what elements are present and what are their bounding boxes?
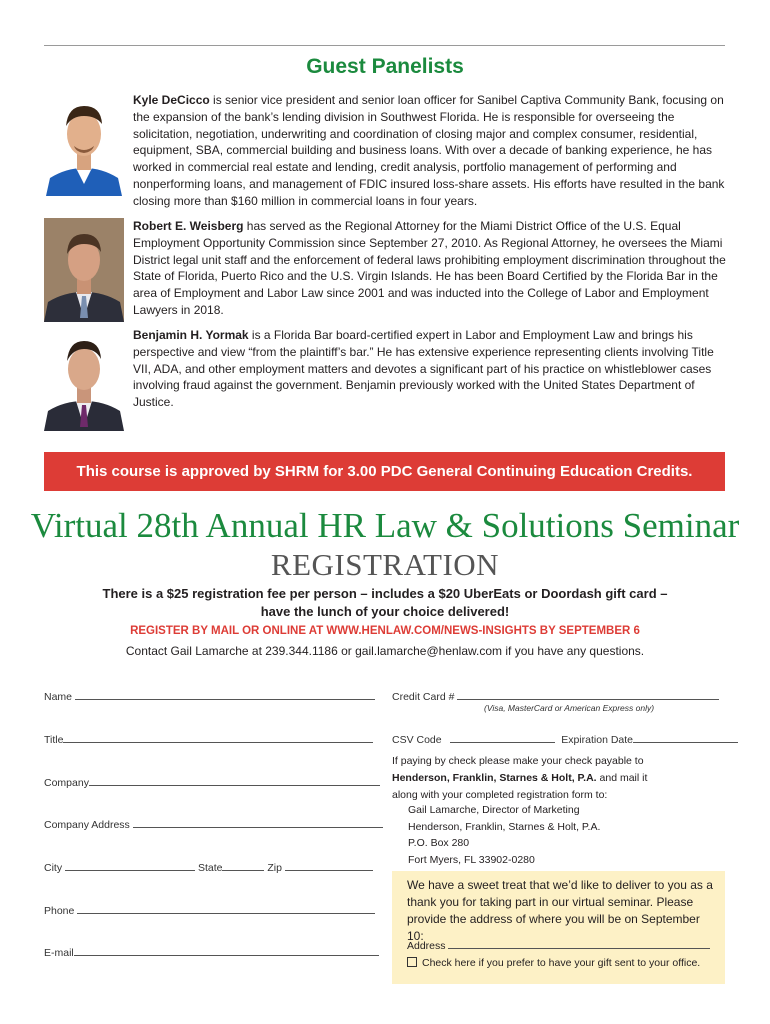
gift-box [392, 871, 725, 984]
company-address-label: Company Address [44, 819, 130, 831]
fee-notice [60, 585, 710, 621]
phone-input[interactable] [77, 904, 375, 914]
name-label: Name [44, 691, 73, 703]
expiration-label: Expiration Date [561, 734, 634, 746]
shrm-banner: This course is approved by SHRM for 3.00 PDC General Continuing Education Credits. [44, 452, 725, 491]
panelist-text: has served as the Regional Attorney for the Miami District Office of the U.S. Equal Employment Opportunity Commission since September 27, 2010. As Regional Attorney, he oversees the Miami District legal unit staff and the enforcement of federal laws prohibiting employment discrimination throughout the State of Florida, Puerto Rico and the U.S. Virgin Islands. He has been Board Certified by the Florida Bar in the area of Employment and Labor Law since 2001 and was inducted into the College of Labor and Employment Lawyers in 2018. [133, 219, 726, 317]
mailing-address [408, 802, 708, 868]
fee-line-1: There is a $25 registration fee per person – includes a $20 UberEats or Doordash gift card – [102, 586, 668, 601]
panelist-name: Robert E. Weisberg [133, 219, 244, 233]
title-label: Title [44, 734, 64, 746]
pay-line-3: along with your completed registration form to: [392, 789, 608, 801]
company-field[interactable] [44, 776, 380, 789]
registration-heading: REGISTRATION [270, 547, 500, 582]
address-line: Gail Lamarche, Director of Marketing [408, 804, 580, 816]
zip-label: Zip [267, 862, 282, 874]
company-label: Company [44, 777, 89, 789]
pay-line-2 [392, 770, 722, 787]
state-input[interactable] [222, 861, 264, 871]
fee-line-2: have the lunch of your choice delivered! [260, 604, 510, 619]
city-input[interactable] [65, 861, 195, 871]
office-delivery-label: Check here if you prefer to have your gift sent to your office. [422, 957, 701, 969]
csv-label: CSV Code [392, 734, 442, 746]
phone-field[interactable] [44, 904, 375, 917]
csv-expiration-field[interactable] [392, 733, 738, 746]
panelist-photo [44, 218, 124, 322]
address-line: Fort Myers, FL 33902-0280 [408, 853, 535, 866]
phone-label: Phone [44, 905, 75, 917]
company-address-field[interactable] [44, 818, 383, 831]
contact-line: Contact Gail Lamarche at 239.344.1186 or gail.lamarche@henlaw.com if you have any questions. [125, 644, 645, 658]
office-delivery-checkbox[interactable] [407, 957, 417, 967]
panelist-bio [133, 327, 727, 411]
panelist-photo [44, 92, 124, 196]
panelist-bio [133, 92, 727, 210]
office-delivery-option[interactable] [407, 957, 700, 969]
csv-input[interactable] [450, 733, 555, 743]
address-line: Henderson, Franklin, Starnes & Holt, P.A. [408, 820, 601, 833]
email-input[interactable] [74, 946, 379, 956]
credit-card-input[interactable] [457, 690, 719, 700]
gift-address-field[interactable] [407, 939, 710, 952]
name-field[interactable] [44, 690, 375, 703]
panelist-text: is a Florida Bar board-certified expert in Labor and Employment Law and brings his perspective and view “from the plaintiff’s bar.” He has extensive experience representing clients involving Title VII, ADA, and other employment matters and devotes a significant part of his practice on whistleblower cases involving fraud against the government. Benjamin previously worked with the United States Department of Justice. [133, 328, 714, 410]
panelist-photo [44, 327, 124, 431]
top-divider [44, 45, 725, 46]
email-field[interactable] [44, 946, 379, 959]
city-state-zip-field[interactable] [44, 861, 373, 874]
company-address-input[interactable] [133, 818, 383, 828]
credit-card-field[interactable] [392, 690, 719, 703]
gift-address-label: Address [407, 940, 446, 952]
address-line: P.O. Box 280 [408, 837, 470, 849]
panelist-bio [133, 218, 727, 319]
panelist-name: Benjamin H. Yormak [133, 328, 249, 342]
pay-line-1: If paying by check please make your check payable to [392, 755, 644, 767]
gift-address-input[interactable] [448, 939, 710, 949]
seminar-title: Virtual 28th Annual HR Law & Solutions Seminar [30, 506, 740, 545]
pay-line-2-suffix: and mail it [596, 772, 648, 784]
email-label: E-mail [44, 947, 74, 959]
panelist-text: is senior vice president and senior loan officer for Sanibel Captiva Community Bank, focusing on the expansion of the bank’s lending division in Southwest Florida. He is responsible for overseeing the solicitation, negotiation, underwriting and coordination of closing major and complex consumer, residential, equipment, SBA, commercial building and business loans. With over a decade of banking experience, he has worked in commercial real estate and lending, credit analysis, portfolio management of performing and nonperforming loans, and management of FDIC insured loss-share assets. His efforts have resulted in the bank closing more than $160 million in commercial loans in four years. [133, 93, 725, 208]
zip-input[interactable] [285, 861, 373, 871]
gift-text: We have a sweet treat that we’d like to deliver to you as a thank you for taking part in our virtual seminar. Please provide the address of where you will be on September 10: [407, 878, 713, 943]
credit-card-label: Credit Card # [392, 691, 455, 703]
state-label: State [197, 862, 223, 874]
name-input[interactable] [75, 690, 375, 700]
register-link[interactable]: REGISTER BY MAIL OR ONLINE AT WWW.HENLAW.COM/NEWS-INSIGHTS BY SEPTEMBER 6 [130, 625, 640, 637]
expiration-input[interactable] [633, 733, 738, 743]
title-input[interactable] [63, 733, 373, 743]
check-payment-instructions [392, 753, 722, 804]
payee-name: Henderson, Franklin, Starnes & Holt, P.A. [392, 772, 597, 784]
card-note: (Visa, MasterCard or American Express only) [484, 703, 655, 713]
city-label: City [44, 862, 63, 874]
panelist-name: Kyle DeCicco [133, 93, 210, 107]
company-input[interactable] [89, 776, 380, 786]
title-field[interactable] [44, 733, 373, 746]
section-title: Guest Panelists [306, 55, 464, 78]
